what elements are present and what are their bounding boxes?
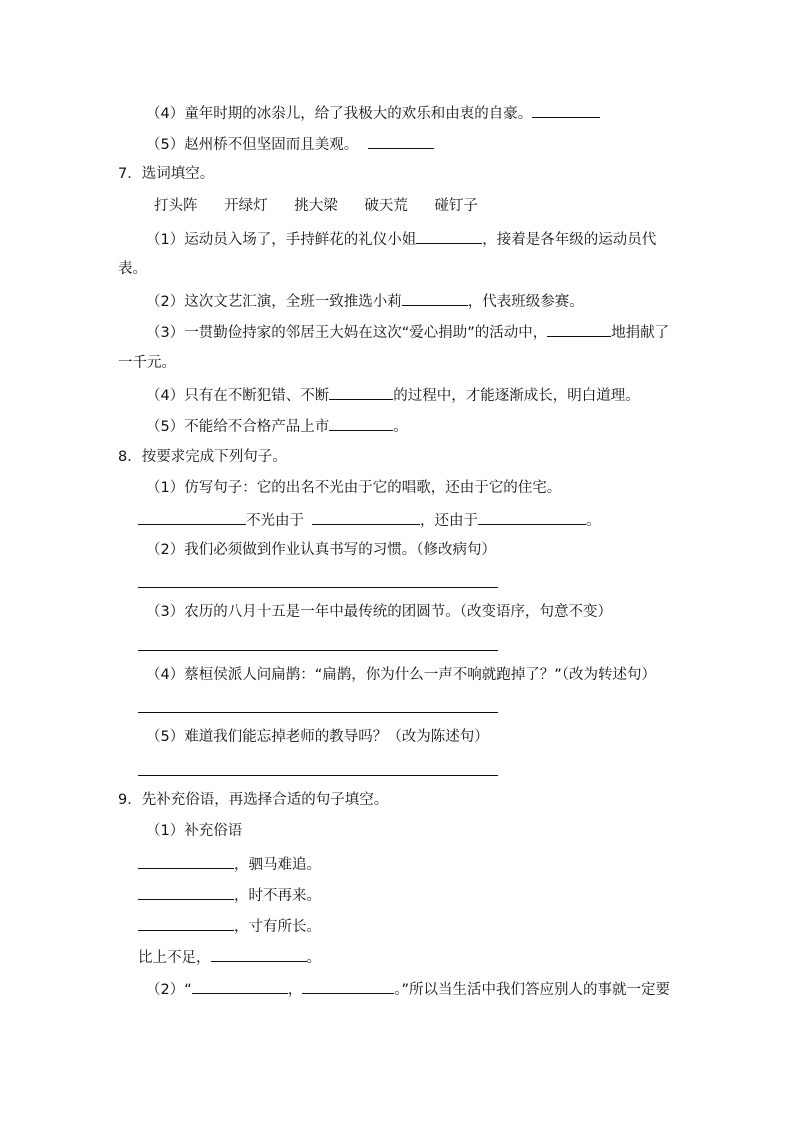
q7-word-bank	[154, 196, 500, 216]
q8-item-2: （2）我们必须做到作业认真书写的习惯。（修改病句）	[146, 542, 496, 558]
q8-item-5: （5）难道我们能忘掉老师的教导吗？（改为陈述句）	[146, 729, 489, 745]
q9-saying-4: 比上不足， 。	[138, 946, 321, 968]
q7-item-5: （5）不能给不合格产品上市 。	[146, 415, 408, 437]
q6-item-5: （5）赵州桥不但坚固而且美观。	[146, 133, 434, 155]
answer-line[interactable]	[138, 775, 498, 776]
answer-blank[interactable]	[138, 853, 234, 869]
q9-item-2: （2）“ ， 。”所以当生活中我们答应别人的事就一定要	[146, 978, 670, 1000]
q8-item-3: （3）农历的八月十五是一年中最传统的团圆节。（改变语序，句意不变）	[146, 604, 612, 620]
q7-title: 7．选词填空。	[118, 166, 215, 182]
word-option: 碰钉子	[434, 198, 478, 214]
answer-blank[interactable]	[312, 509, 420, 525]
q9-saying-3: ，寸有所长。	[138, 915, 321, 937]
q7-item-2: （2）这次文艺汇演，全班一致推选小莉 ，代表班级参赛。	[146, 290, 584, 312]
q7-item-4: （4）只有在不断犯错、不断 的过程中，才能逐渐成长，明白道理。	[146, 384, 640, 406]
answer-blank[interactable]	[138, 884, 234, 900]
word-option: 挑大梁	[294, 198, 338, 214]
q9-item-1: （1）补充俗语	[146, 823, 243, 839]
answer-blank[interactable]	[368, 133, 434, 149]
answer-line[interactable]	[138, 587, 498, 588]
q6-item-4: （4）童年时期的冰尜儿，给了我极大的欢乐和由衷的自豪。	[146, 102, 600, 124]
answer-blank[interactable]	[192, 978, 288, 994]
answer-blank[interactable]	[547, 321, 611, 337]
q7-item-3-cont: 一千元。	[118, 355, 176, 371]
answer-blank[interactable]	[416, 228, 482, 244]
answer-blank[interactable]	[402, 290, 468, 306]
answer-blank[interactable]	[329, 415, 393, 431]
answer-line[interactable]	[138, 650, 498, 651]
word-option: 打头阵	[154, 198, 198, 214]
q8-item-1: （1）仿写句子：它的出名不光由于它的唱歌，还由于它的住宅。	[146, 480, 562, 496]
answer-blank[interactable]	[329, 384, 393, 400]
q7-item-1: （1）运动员入场了，手持鲜花的礼仪小姐 ，接着是各年级的运动员代	[146, 228, 656, 250]
q9-saying-1: ，驷马难追。	[138, 853, 321, 875]
q7-item-3: （3）一贯勤俭持家的邻居王大妈在这次“爱心捐助”的活动中， 地捐献了	[146, 321, 669, 343]
answer-blank[interactable]	[478, 509, 586, 525]
answer-line[interactable]	[138, 712, 498, 713]
word-option: 破天荒	[364, 198, 408, 214]
q8-title: 8．按要求完成下列句子。	[118, 449, 287, 465]
q9-saying-2: ，时不再来。	[138, 884, 321, 906]
word-option: 开绿灯	[224, 198, 268, 214]
q7-item-1-cont: 表。	[118, 261, 147, 277]
q9-title: 9．先补充俗语，再选择合适的句子填空。	[118, 792, 389, 808]
q8-item-4: （4）蔡桓侯派人问扁鹊：“扁鹊，你为什么一声不响就跑掉了？”（改为转述句）	[146, 667, 656, 683]
answer-blank[interactable]	[138, 915, 234, 931]
answer-blank[interactable]	[211, 946, 307, 962]
q8-item-1-answer: 不光由于 ，还由于 。	[138, 509, 601, 531]
answer-blank[interactable]	[532, 102, 600, 118]
answer-blank[interactable]	[138, 509, 246, 525]
answer-blank[interactable]	[302, 978, 394, 994]
